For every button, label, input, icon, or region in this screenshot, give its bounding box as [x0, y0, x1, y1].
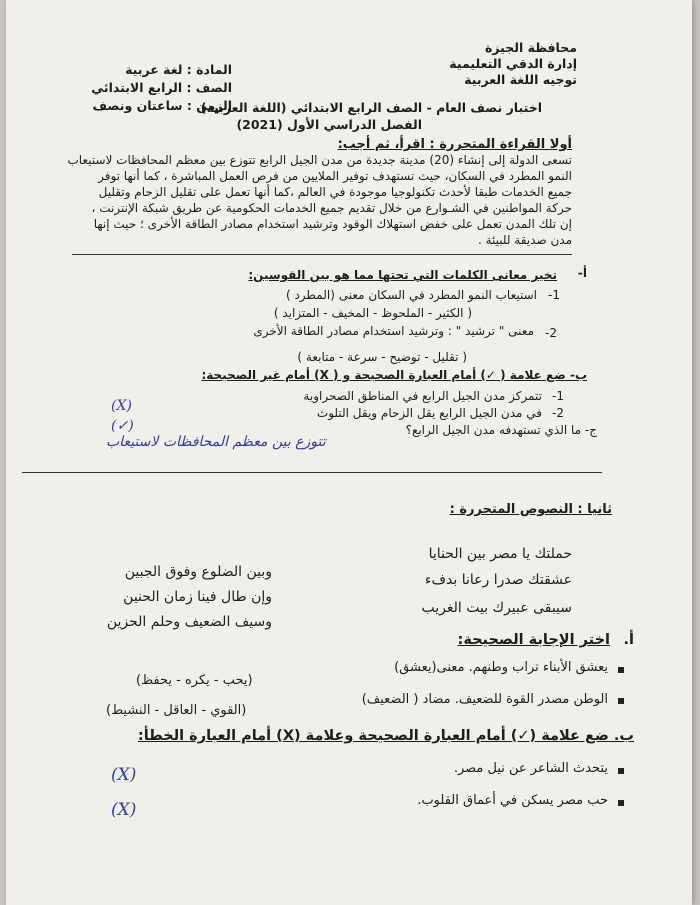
- q1b-item1-num: 1-: [552, 389, 564, 403]
- q2b-item2-answer: (X): [111, 800, 137, 820]
- q1b-item1-text: تتمركز مدن الجيل الرابع في المناطق الصحراوية: [303, 389, 542, 403]
- q2a-item2-options: (القوي - العاقل - النشيط): [106, 703, 247, 718]
- q1a-item2-num: 2-: [545, 326, 557, 340]
- q1a-title: تخير معانى الكلمات التي تحتها مما هو بين القوسين:: [248, 268, 557, 282]
- q1a-item1-options: ( الكثير - الملحوظ - المخيف - المتزايد ): [273, 306, 472, 320]
- section2-title: ثانيا : النصوص المتحررة :: [449, 502, 612, 517]
- poem-line3-left: وسيف الضعيف وحلم الحزين: [106, 614, 272, 630]
- bullet-marker: [618, 800, 624, 806]
- reading-line-6: مدن صديقة للبيئة .: [477, 233, 572, 247]
- department-label: توجيه اللغة العربية: [464, 72, 577, 87]
- q2b-title: ب. ضع علامة (✓) أمام العبارة الصحيحة وعلامة (X) أمام العبارة الخطأ:: [137, 728, 634, 744]
- q2b-item2-text: حب مصر يسكن في أعماق القلوب.: [417, 793, 608, 808]
- q1b-item2-num: 2-: [552, 406, 564, 420]
- reading-line-1: تسعى الدولة إلى إنشاء (20) مدينة جديدة من مدن الجيل الرابع تتوزع بين معظم المحافظات لاستيعاب: [67, 153, 572, 167]
- q2b-item1-text: يتحدث الشاعر عن نيل مصر.: [453, 761, 608, 776]
- q2b-item1-answer: (X): [111, 765, 137, 785]
- q1c-question: ج- ما الذي تستهدفه مدن الجيل الرابع؟: [405, 423, 597, 437]
- exam-sheet: [6, 0, 692, 905]
- administration-label: إدارة الدقي التعليمية: [449, 56, 577, 71]
- bullet-marker: [618, 698, 624, 704]
- q2a-item1-text: يعشق الأبناء تراب وطنهم. معنى(يعشق): [394, 660, 608, 675]
- section1-title: أولا القراءة المتحررة : اقرأ، ثم أجب:: [337, 137, 572, 152]
- bullet-marker: [618, 768, 624, 774]
- poem-line2-right: عشقتك صدرا رعانا بدفء: [424, 572, 572, 588]
- bullet-marker: [618, 667, 624, 673]
- subject-label: المادة : لغة عربية: [125, 62, 232, 77]
- q1b-title: ب- ضع علامة ( ✓) أمام العبارة الصحيحة و ( X) أمام غير الصحيحة:: [201, 368, 587, 382]
- poem-line1-left: وبين الضلوع وفوق الجبين: [124, 564, 272, 580]
- q1c-handwritten-answer: تتوزع بين معظم المحافظات لاستيعاب: [106, 434, 326, 450]
- q1a-label: أ-: [577, 266, 587, 280]
- poem-line1-right: حملتك يا مصر بين الحنايا: [428, 546, 572, 562]
- q2a-item1-options: (يحب - يكره - يحفظ): [136, 673, 253, 688]
- q1b-item2-answer: (✓): [111, 418, 134, 434]
- q2a-item2-text: الوطن مصدر القوة للضعيف. مضاد ( الضعيف): [361, 692, 608, 707]
- reading-line-3: جميع الخدمات طبقا لأحدث تكنولوجيا موجودة في العالم ،كما أنها تعمل على تقليل الزحام وتقليل: [98, 185, 572, 199]
- reading-line-5: إن تلك المدن تعمل على خفض استهلاك الوقود وترشيد استخدام مصادر الطاقة الأخرى ؛ حيث إنها: [93, 217, 572, 231]
- q2a-label: أ.: [623, 632, 634, 648]
- q2a-title: اختر الإجابة الصحيحة:: [457, 632, 610, 648]
- section-divider: [22, 472, 602, 473]
- q1a-item1-text: استيعاب النمو المطرد في السكان معنى (المطرد ): [285, 288, 537, 302]
- exam-term: الفصل الدراسي الأول (2021): [236, 117, 422, 132]
- exam-title: اختبار نصف العام - الصف الرابع الابتدائي (اللغة العربية): [200, 100, 542, 115]
- q1b-item2-text: في مدن الجيل الرابع يقل الزحام ويقل التلوث: [316, 406, 542, 420]
- q1a-item2-options: ( تقليل - توضيح - سرعة - متابعة ): [297, 350, 467, 364]
- reading-line-4: حركة المواطنين في الشـوارع من خلال تقديم جميع الخدمات الحكومية عن طريق شبكة الإنترنت ،: [91, 201, 572, 215]
- divider-line: [72, 254, 572, 255]
- grade-label: الصف : الرابع الابتدائي: [91, 80, 232, 95]
- q1a-item1-num: 1-: [548, 288, 560, 302]
- governorate-label: محافظة الجيزة: [485, 40, 577, 55]
- q1a-item2-text: معنى " ترشيد " : وترشيد استخدام مصادر الطاقة الأخرى: [253, 324, 534, 338]
- time-label: الزمن : ساعتان ونصف: [92, 98, 232, 113]
- reading-line-2: النمو المطرد في السكان، حيث تستهدف توفير الملايين من فرص العمل المباشرة ، كما أنها توفر: [98, 169, 572, 183]
- poem-line3-right: سيبقى عبيرك بيت الغريب: [421, 600, 572, 616]
- poem-line2-left: وإن طال فينا زمان الحنين: [123, 589, 272, 605]
- q1b-item1-answer: (X): [111, 398, 132, 414]
